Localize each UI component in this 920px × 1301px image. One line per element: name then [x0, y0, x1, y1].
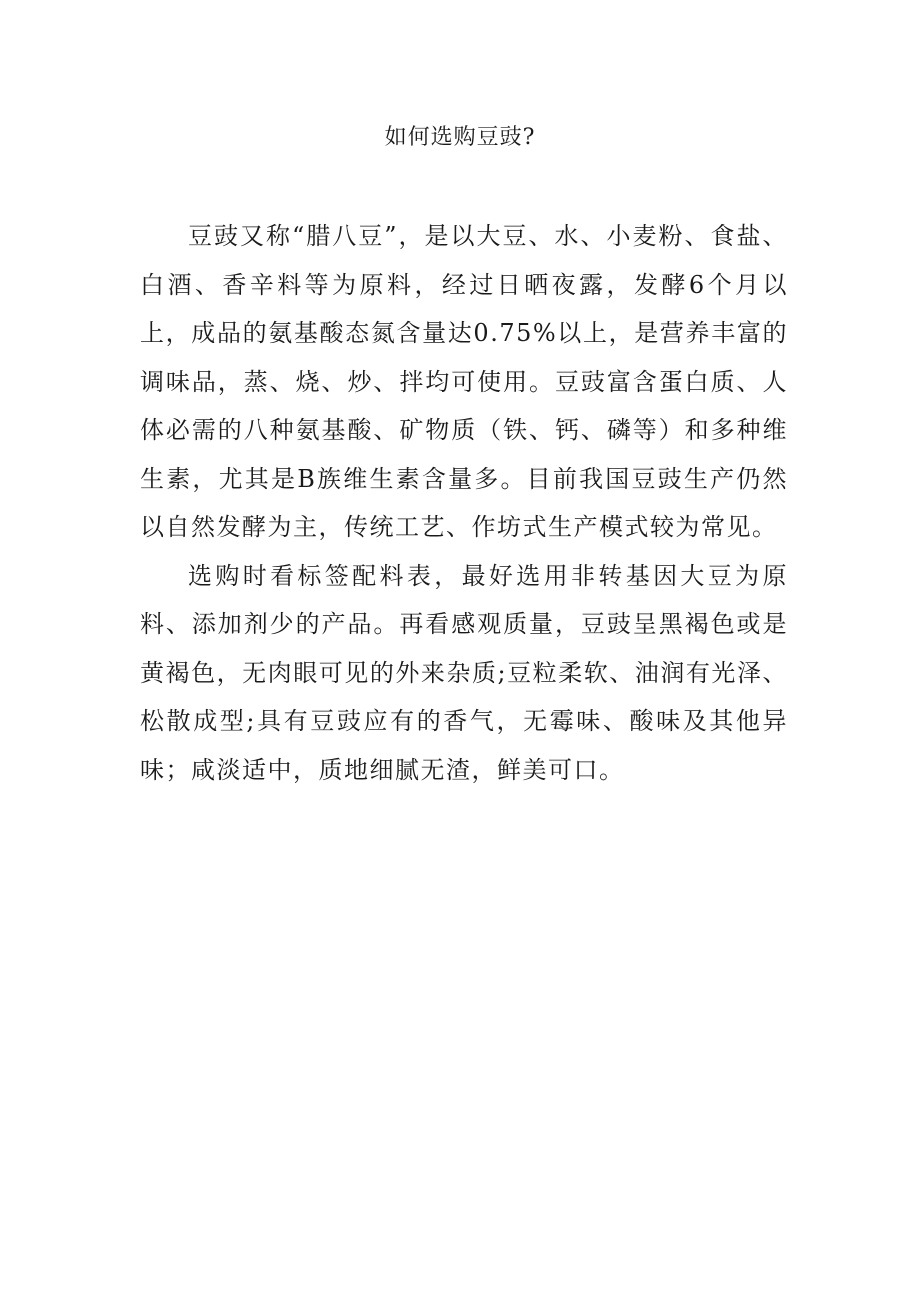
paragraph-buying-tips: 选购时看标签配料表，最好选用非转基因大豆为原料、添加剂少的产品。再看感观质量，豆豉呈黑褐色或是黄褐色，无肉眼可见的外来杂质;豆粒柔软、油润有光泽、松散成型;具有豆豉应有的香气，无霉味、酸味及其他异味；咸淡适中，质地细腻无渣，鲜美可口。 [140, 561, 788, 784]
document-body [140, 212, 788, 794]
paragraph-intro: 豆豉又称“腊八豆”，是以大豆、水、小麦粉、食盐、白酒、香辛料等为原料，经过日晒夜露，发酵6个月以上，成品的氨基酸态氮含量达0.75%以上，是营养丰富的调味品，蒸、烧、炒、拌均可使用。豆豉富含蛋白质、人体必需的八种氨基酸、矿物质（铁、钙、磷等）和多种维生素，尤其是B族维生素含量多。目前我国豆豉生产仍然以自然发酵为主，传统工艺、作坊式生产模式较为常见。 [140, 222, 788, 541]
document-title: 如何选购豆豉? [384, 125, 536, 150]
